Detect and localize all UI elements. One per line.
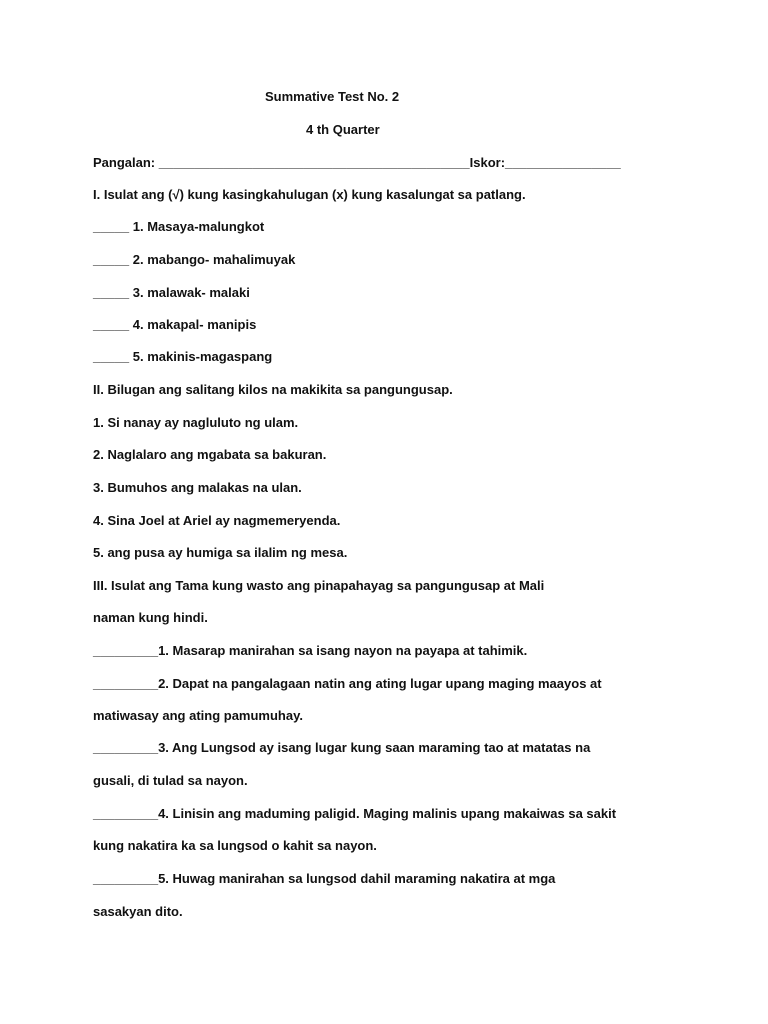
part3-instruction-continued: naman kung hindi. (93, 610, 208, 625)
part2-item: 1. Si nanay ay nagluluto ng ulam. (93, 415, 299, 430)
part3-instruction: III. Isulat ang Tama kung wasto ang pinapahayag sa pangungusap at Mali (93, 578, 545, 593)
test-title: Summative Test No. 2 (265, 89, 400, 104)
part3-item: _________4. Linisin ang maduming paligid. Maging malinis upang makaiwas sa sakit (93, 806, 617, 821)
part3-item-continued: kung nakatira ka sa lungsod o kahit sa nayon. (93, 838, 377, 853)
part1-item: _____ 2. mabango- mahalimuyak (93, 252, 296, 267)
part1-item: _____ 4. makapal- manipis (93, 317, 257, 332)
part1-item: _____ 1. Masaya-malungkot (93, 219, 265, 234)
name-score-line: Pangalan: ___________________________________________Iskor:________________ (93, 155, 621, 170)
part2-item: 5. ang pusa ay humiga sa ilalim ng mesa. (93, 545, 348, 560)
part3-item: _________3. Ang Lungsod ay isang lugar kung saan maraming tao at matatas na (93, 740, 591, 755)
part3-item: _________2. Dapat na pangalagaan natin ang ating lugar upang maging maayos at (93, 676, 602, 691)
part3-item-continued: sasakyan dito. (93, 904, 183, 919)
part3-item-continued: gusali, di tulad sa nayon. (93, 773, 248, 788)
part1-item: _____ 3. malawak- malaki (93, 285, 250, 300)
part3-item: _________5. Huwag manirahan sa lungsod dahil maraming nakatira at mga (93, 871, 556, 886)
part3-item: _________1. Masarap manirahan sa isang nayon na payapa at tahimik. (93, 643, 528, 658)
part1-instruction: I. Isulat ang (√) kung kasingkahulugan (x) kung kasalungat sa patlang. (93, 187, 526, 202)
part2-instruction: II. Bilugan ang salitang kilos na makikita sa pangungusap. (93, 382, 453, 397)
part3-item-continued: matiwasay ang ating pamumuhay. (93, 708, 303, 723)
part1-item: _____ 5. makinis-magaspang (93, 349, 273, 364)
part2-item: 2. Naglalaro ang mgabata sa bakuran. (93, 447, 327, 462)
part2-item: 4. Sina Joel at Ariel ay nagmemeryenda. (93, 513, 341, 528)
quarter-subtitle: 4 th Quarter (306, 122, 380, 137)
part2-item: 3. Bumuhos ang malakas na ulan. (93, 480, 302, 495)
